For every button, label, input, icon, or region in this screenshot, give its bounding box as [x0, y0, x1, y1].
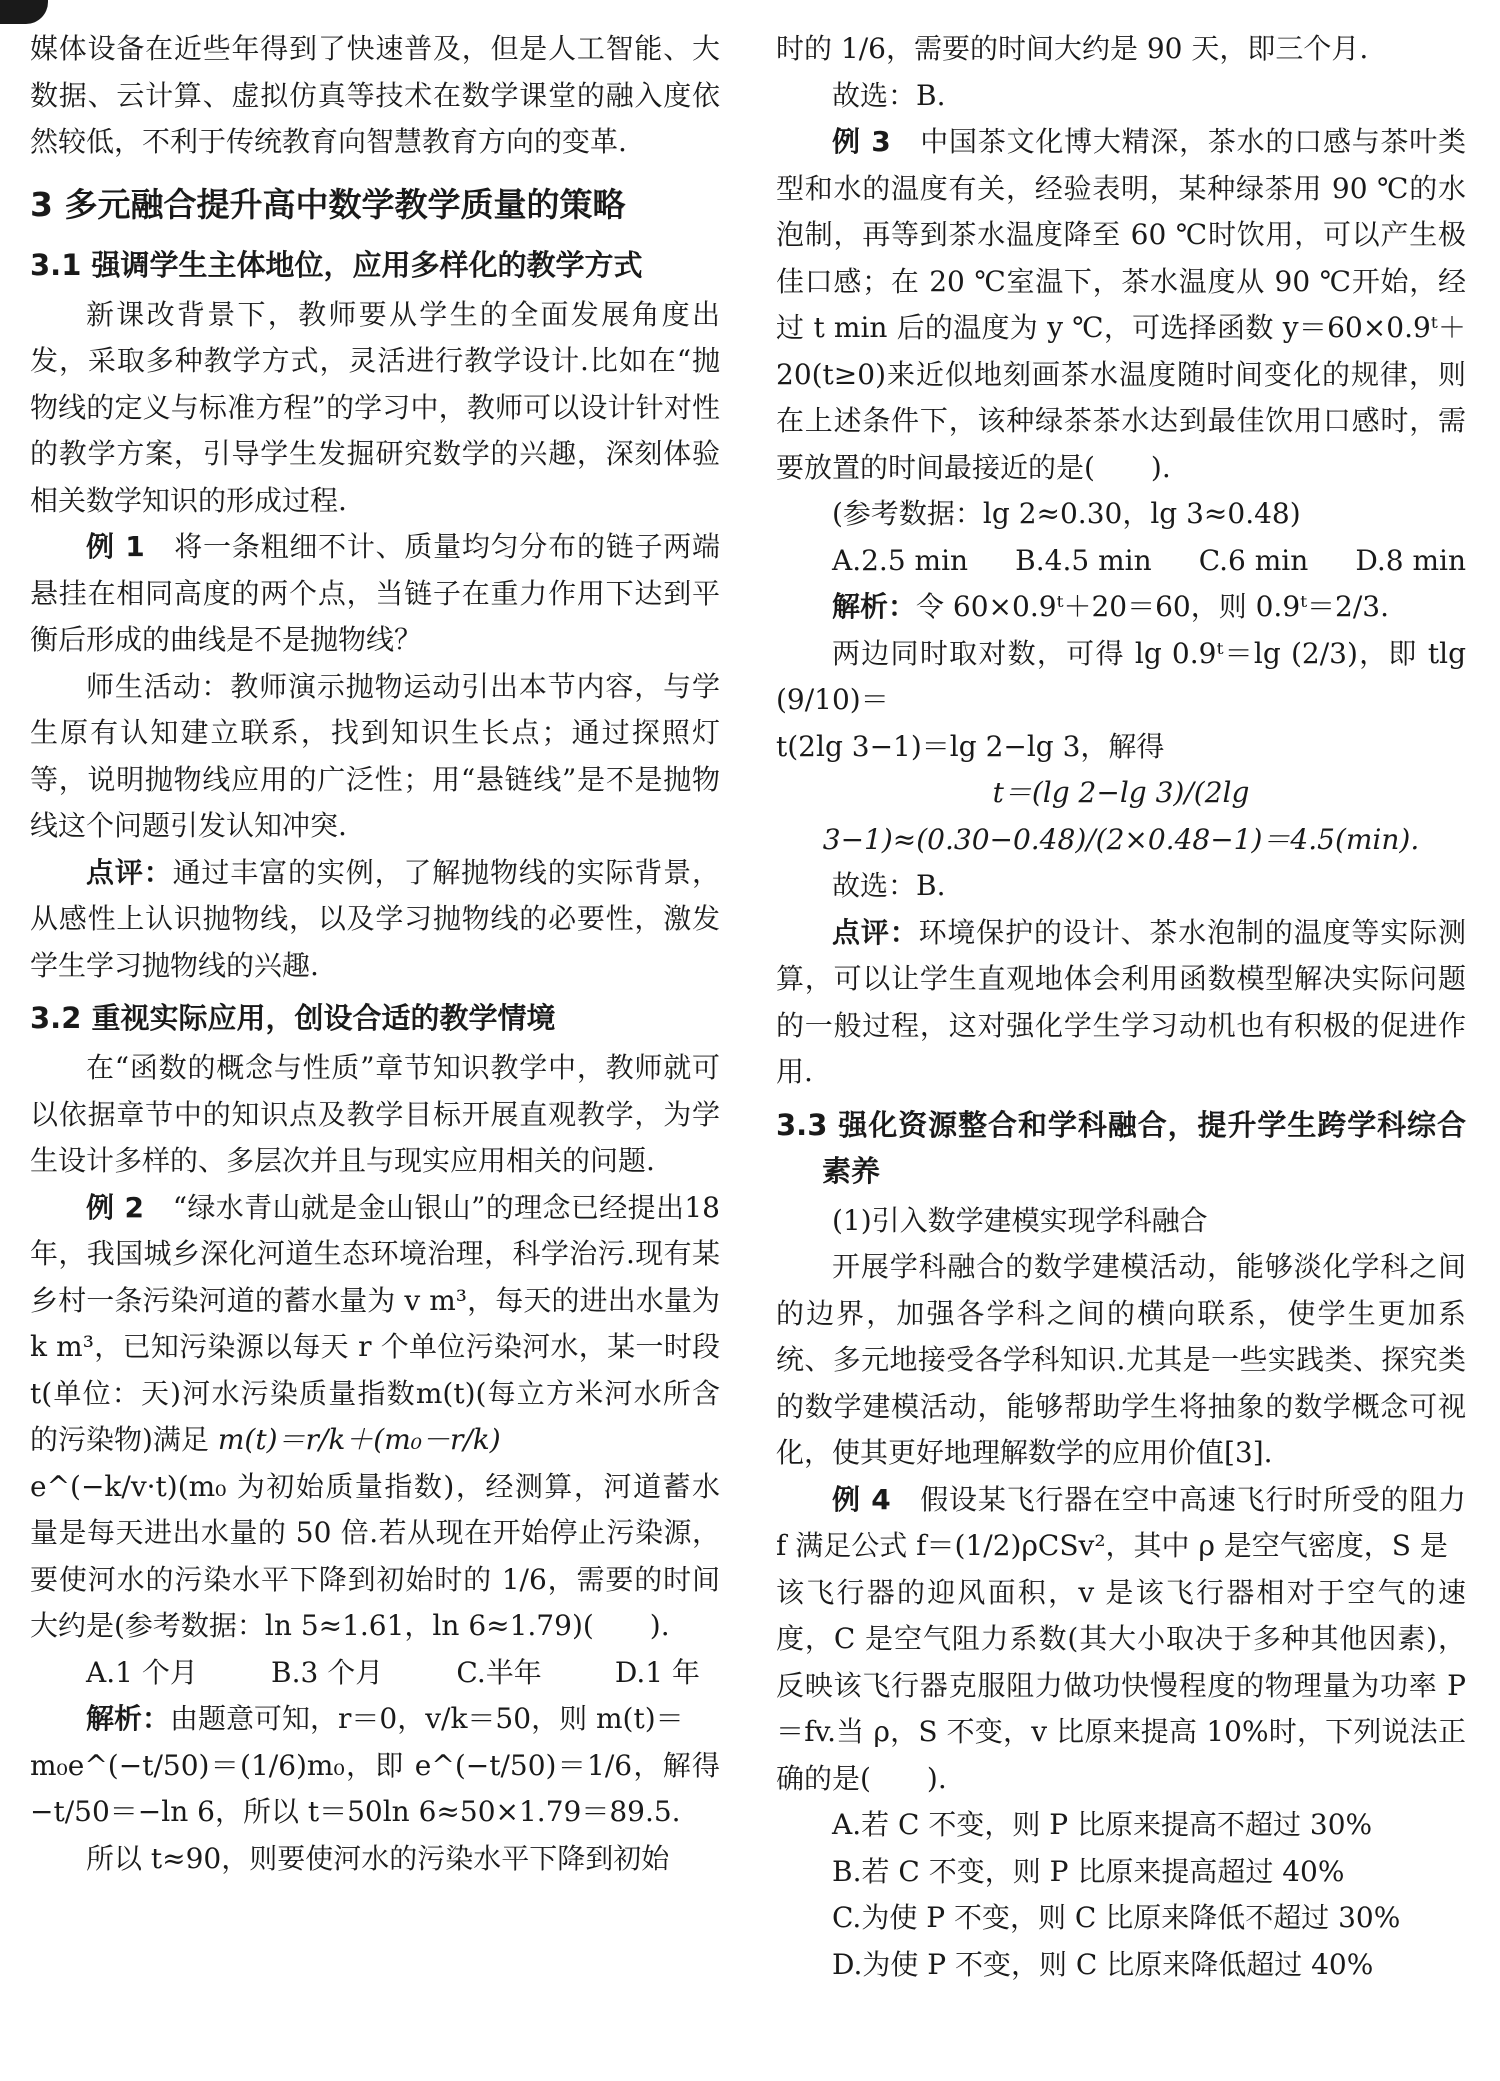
example-4-label: 例 4 — [832, 1482, 891, 1516]
solution-3-text-a: 令 60×0.9ᵗ＋20＝60，则 0.9ᵗ＝2/3. — [916, 590, 1389, 623]
review-3-label: 点评： — [832, 915, 919, 949]
example-4-text-b: 该飞行器的迎风面积，v 是该飞行器相对于空气的速度，C 是空气阻力系数(其大小取决于多种其他因素)，反映该飞行器克服阻力做功快慢程度的物理量为功率 P＝fv.当 ρ，S 不变，v 比原来提高 10%时，下列说法正确的是( ). — [776, 1575, 1466, 1795]
solution-3 — [776, 584, 1466, 631]
example-3-options — [776, 538, 1466, 585]
example-4 — [776, 1477, 1466, 1570]
example-3-option-d: D.8 min — [1355, 543, 1466, 577]
answer-2: 故选：B. — [832, 78, 946, 112]
example-3 — [776, 119, 1466, 491]
example-2-option-a: A.1 个月 — [86, 1655, 198, 1689]
subsection-heading-3-2: 3.2 重视实际应用，创设合适的教学情境 — [30, 1001, 556, 1035]
teacher-student-activity: 师生活动：教师演示抛物运动引出本节内容，与学生原有认知建立联系，找到知识生长点；通过探照灯等，说明抛物线应用的广泛性；用“悬链线”是不是抛物线这个问题引发认知冲突. — [30, 669, 720, 842]
example-3-reference-data: (参考数据：lg 2≈0.30，lg 3≈0.48) — [832, 497, 1301, 530]
example-2-formula: m(t)＝r/k＋(m₀－r/k) — [217, 1423, 501, 1456]
solution-3-label: 解析： — [832, 590, 917, 623]
example-2-text-a: “绿水青山就是金山银山”的理念已经提出18年，我国城乡深化河道生态环境治理，科学治污.现有某乡村一条污染河道的蓄水量为 v m³，每天的进出水量为 k m³，已知污染源以每天 r 个单位污染河水，某一时段 t(单位：天)河水污染质量指数m(t)(每立方米河水所含的污染物)满足 — [30, 1190, 720, 1456]
example-2 — [30, 1185, 720, 1464]
example-2-options — [30, 1650, 720, 1697]
example-4-option-c: C.为使 P 不变，则 C 比原来降低不超过 30% — [832, 1901, 1401, 1934]
right-column — [776, 26, 1466, 1988]
example-2-label: 例 2 — [86, 1190, 144, 1224]
solution-2-continued: 时的 1/6，需要的时间大约是 90 天，即三个月. — [776, 32, 1369, 65]
example-3-label: 例 3 — [832, 125, 891, 158]
review-3 — [776, 910, 1466, 1096]
example-1-label: 例 1 — [86, 530, 145, 563]
solution-3-equation: t＝(lg 2−lg 3)/(2lg 3−1)≈(0.30−0.48)/(2×0.48−1)＝4.5(min). — [822, 776, 1420, 856]
solution-2-text-c: 所以 t≈90，则要使河水的污染水平下降到初始 — [86, 1841, 670, 1875]
example-1-text: 将一条粗细不计、质量均匀分布的链子两端悬挂在相同高度的两个点，当链子在重力作用下达到平衡后形成的曲线是不是抛物线？ — [30, 530, 720, 656]
example-3-text: 中国茶文化博大精深，茶水的口感与茶叶类型和水的温度有关，经验表明，某种绿茶用 90 ℃的水泡制，再等到茶水温度降至 60 ℃时饮用，可以产生极佳口感；在 20 ℃室温下，茶水温度从 90 ℃开始，经过 t min 后的温度为 y ℃，可选择函数 y＝60×0.9ᵗ＋20(t≥0)来近似地刻画茶水温度随时间变化的规律，则在上述条件下，该种绿茶茶水达到最佳饮用口感时，需要放置的时间最接近的是( ). — [776, 125, 1466, 484]
example-2-option-d: D.1 年 — [614, 1655, 700, 1689]
review-1 — [30, 850, 720, 990]
example-3-option-b: B.4.5 min — [1015, 543, 1152, 577]
left-column — [30, 26, 720, 1882]
example-4-text-a: 假设某飞行器在空中高速飞行时所受的阻力 f 满足公式 f＝(1/2)ρCSv²，其中 ρ 是空气密度，S 是 — [776, 1482, 1466, 1562]
solution-2-text-a: 由题意可知，r＝0，v/k＝50，则 m(t)＝ — [170, 1702, 684, 1735]
example-2-text-b: e^(−k/v·t)(m₀ 为初始质量指数)，经测算，河道蓄水量是每天进出水量的 50 倍.若从现在开始停止污染源，要使河水的污染水平下降到初始时的 1/6，需要的时间大约是(参考数据：ln 5≈1.61，ln 6≈1.79)( ). — [30, 1469, 720, 1642]
solution-2-label: 解析： — [86, 1702, 171, 1735]
example-1 — [30, 524, 720, 664]
review-1-text: 通过丰富的实例，了解抛物线的实际背景，从感性上认识抛物线，以及学习抛物线的必要性，激发学生学习抛物线的兴趣. — [30, 855, 720, 982]
solution-2 — [30, 1696, 720, 1743]
example-4-options — [776, 1802, 1466, 1988]
paragraph-intro-continued: 媒体设备在近些年得到了快速普及，但是人工智能、大数据、云计算、虚拟仿真等技术在数学课堂的融入度依然较低，不利于传统教育向智慧教育方向的变革. — [30, 32, 720, 158]
solution-3-text-b: 两边同时取对数，可得 lg 0.9ᵗ＝lg (2/3)，即 tlg (9/10)＝ — [776, 636, 1466, 716]
subsection-heading-3-1: 3.1 强调学生主体地位，应用多样化的教学方式 — [30, 247, 643, 282]
solution-3-text-c: t(2lg 3−1)＝lg 2−lg 3，解得 — [776, 729, 1165, 763]
review-3-text: 环境保护的设计、茶水泡制的温度等实际测算，可以让学生直观地体会利用函数模型解决实际问题的一般过程，这对强化学生学习动机也有积极的促进作用. — [776, 915, 1466, 1088]
paragraph-3-3: 开展学科融合的数学建模活动，能够淡化学科之间的边界，加强各学科之间的横向联系，使学生更加系统、多元地接受各学科知识.尤其是一些实践类、探究类的数学建模活动，能够帮助学生将抽象的数学概念可视化，使其更好地理解数学的应用价值[3]. — [776, 1250, 1466, 1469]
example-2-option-c: C.半年 — [456, 1655, 542, 1689]
example-3-option-c: C.6 min — [1198, 543, 1309, 577]
example-4-option-a: A.若 C 不变，则 P 比原来提高不超过 30% — [832, 1808, 1373, 1841]
subheading-modeling: (1)引入数学建模实现学科融合 — [832, 1203, 1208, 1237]
example-2-option-b: B.3 个月 — [271, 1655, 384, 1689]
subsection-heading-3-3: 3.3 强化资源整合和学科融合，提升学生跨学科综合素养 — [776, 1107, 1466, 1188]
section-heading-3: 3 多元融合提升高中数学教学质量的策略 — [30, 184, 626, 224]
solution-2-text-b: m₀e^(−t/50)＝(1/6)m₀，即 e^(−t/50)＝1/6，解得 −t/50＝−ln 6，所以 t＝50ln 6≈50×1.79＝89.5. — [30, 1748, 720, 1828]
paragraph-3-2: 在“函数的概念与性质”章节知识教学中，教师就可以依据章节中的知识点及教学目标开展直观教学，为学生设计多样的、多层次并且与现实应用相关的问题. — [30, 1051, 720, 1177]
paragraph-3-1: 新课改背景下，教师要从学生的全面发展角度出发，采取多种教学方式，灵活进行教学设计.比如在“抛物线的定义与标准方程”的学习中，教师可以设计针对性的教学方案，引导学生发掘研究数学的兴趣，深刻体验相关数学知识的形成过程. — [30, 297, 720, 517]
answer-3: 故选：B. — [832, 869, 946, 902]
review-1-label: 点评： — [86, 855, 173, 889]
example-3-option-a: A.2.5 min — [832, 543, 969, 577]
example-4-option-d: D.为使 P 不变，则 C 比原来降低超过 40% — [832, 1947, 1374, 1981]
example-4-option-b: B.若 C 不变，则 P 比原来提高超过 40% — [832, 1854, 1345, 1888]
corner-logo-mark — [0, 0, 48, 24]
